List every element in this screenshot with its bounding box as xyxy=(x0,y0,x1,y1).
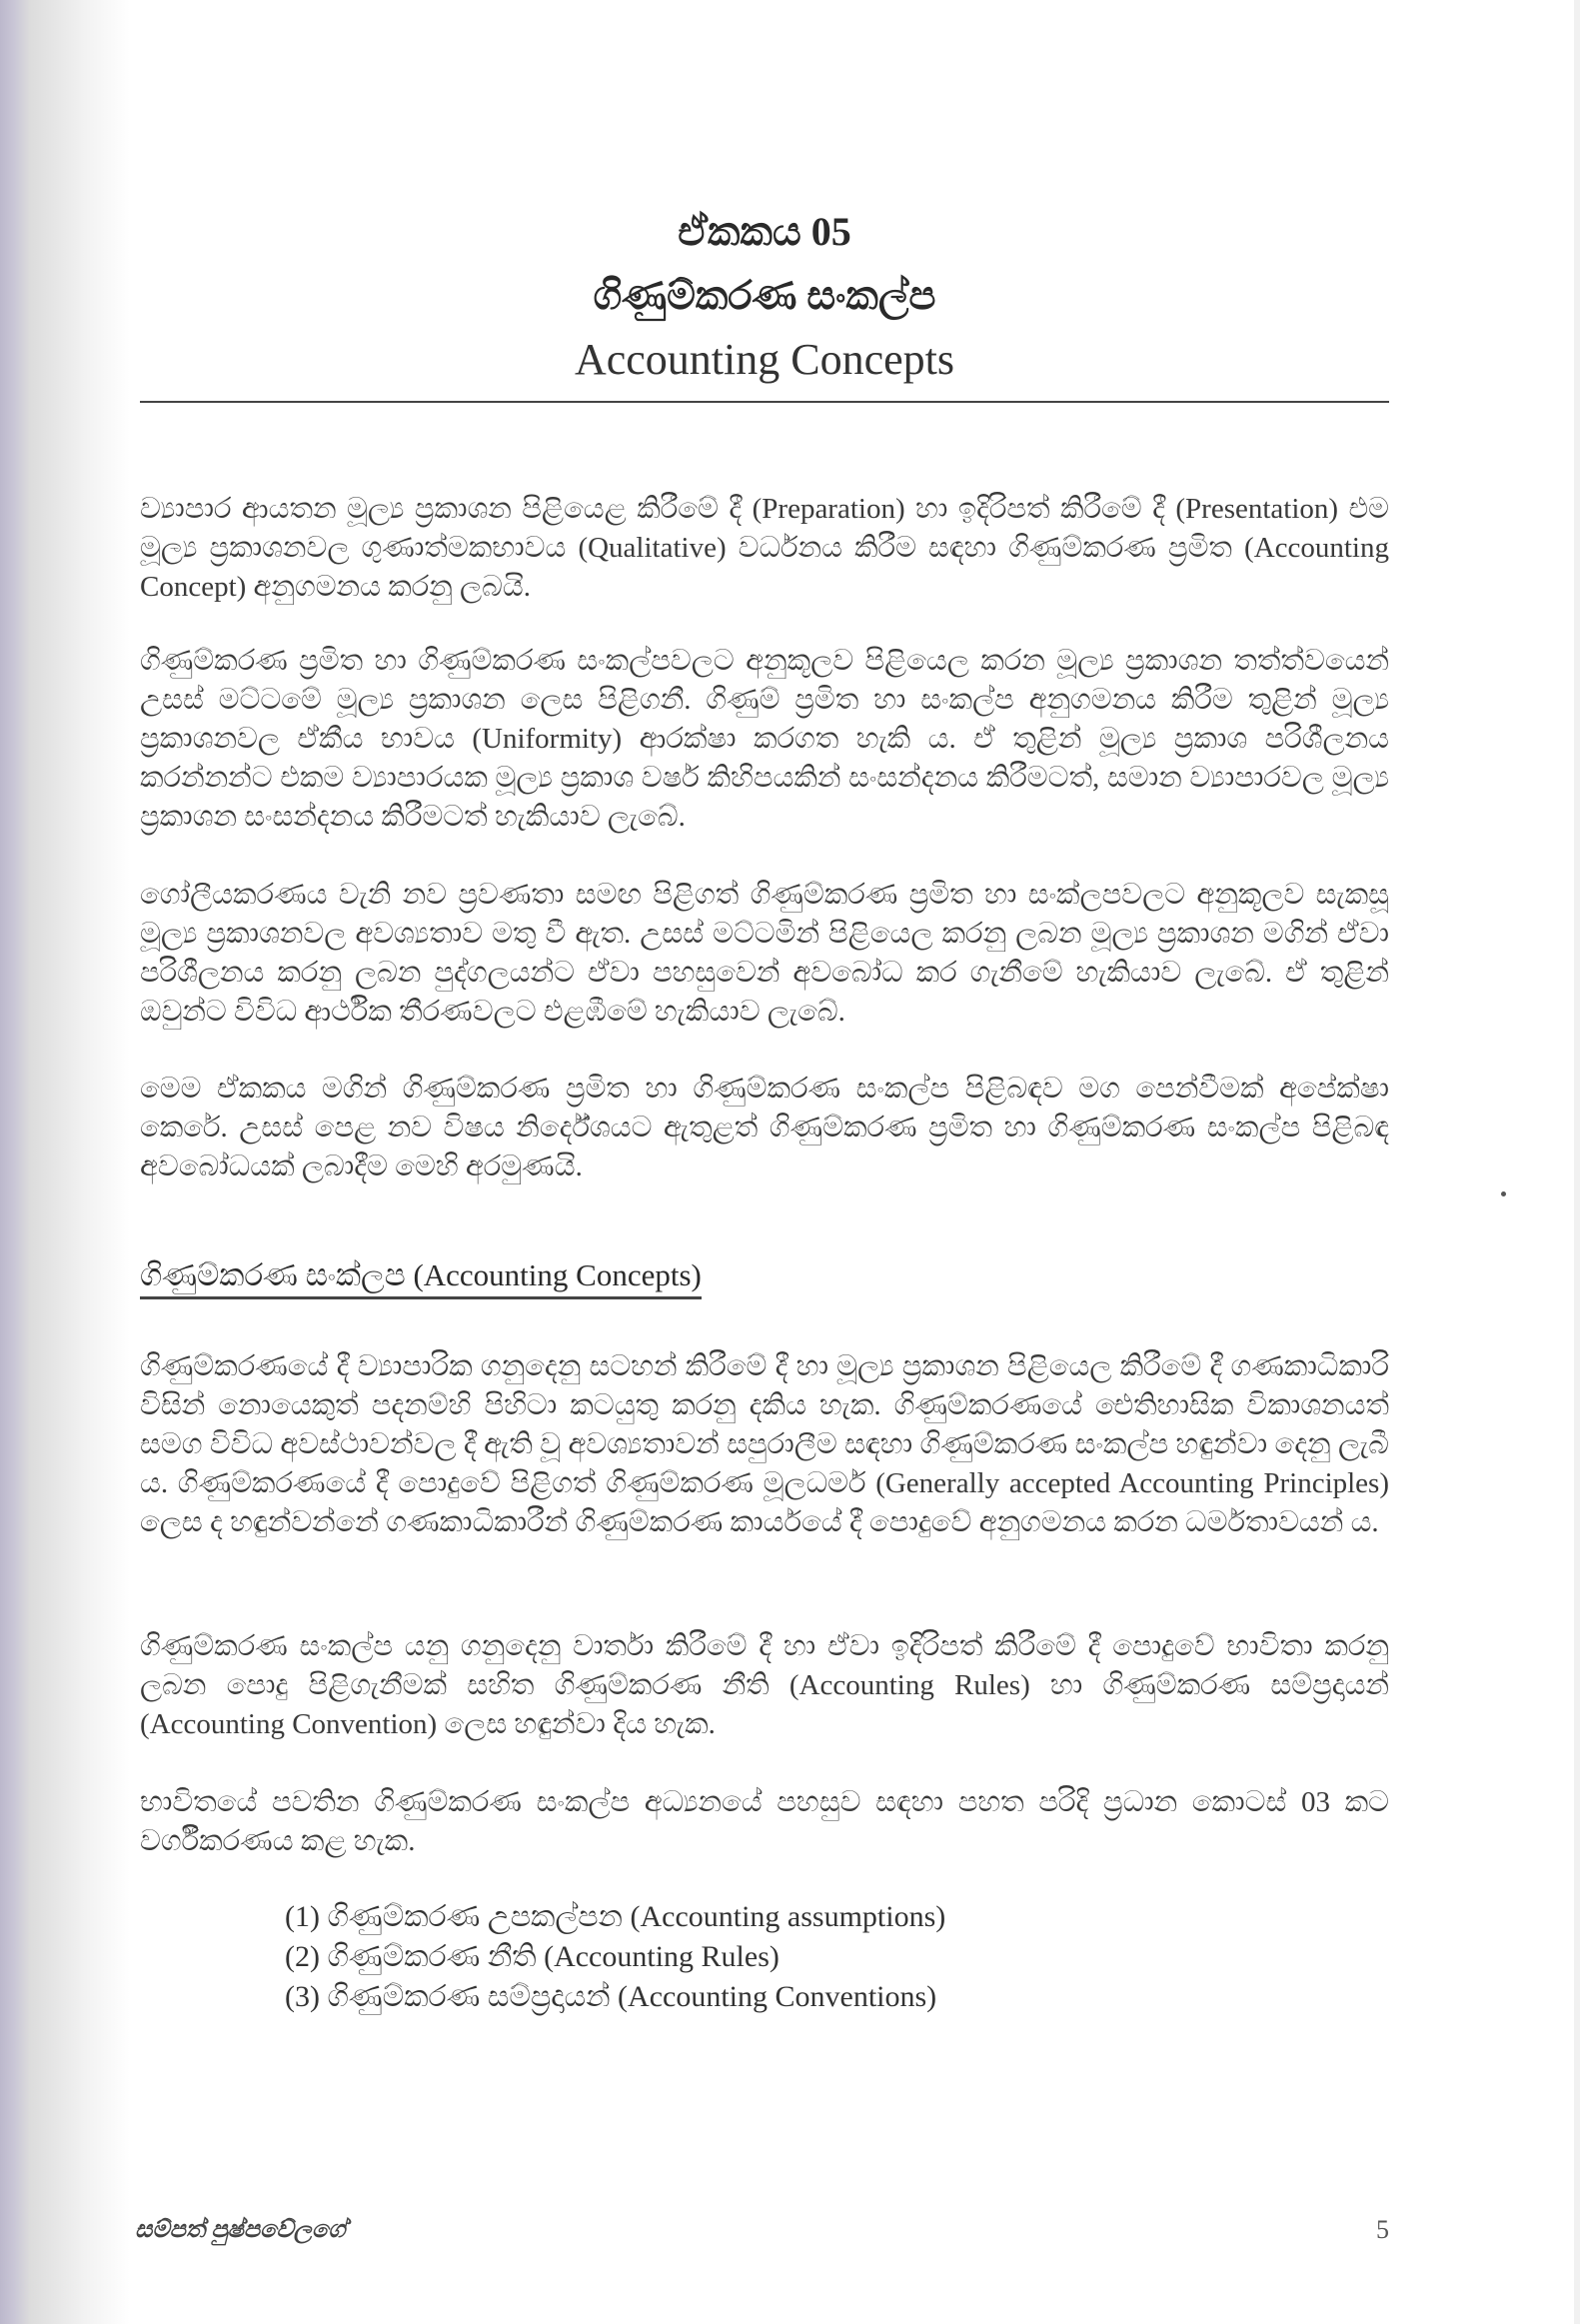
document-page xyxy=(135,0,1389,2324)
footer-author: සම්පත් පුෂ්පවේලගේ xyxy=(135,2217,346,2243)
intro-paragraph: ගිණුම්කරණ ප්‍රමිත හා ගිණුම්කරණ සංකල්පවලට අනුකූලව පිළියෙල කරන මූල්‍ය ප්‍රකාශන තත්ත්වයෙන් උසස් මට්ටමේ මූල්‍ය ප්‍රකාශන ලෙස පිළිගනී. ගිණුම් ප්‍රමිත හා සංකල්ප අනුගමනය කිරීම තුළින් මූල්‍ය ප්‍රකාශනවල ඒකීය භාවය (Uniformity) ආරක්ෂා කරගත හැකි ය. ඒ තුළින් මූල්‍ය ප්‍රකාශ පරිශීලනය කරන්නන්ට එකම ව්‍යාපාරයක මූල්‍ය ප්‍රකාශ වර්ෂ කිහිපයකින් සංසන්දනය කිරීමටත්, සමාන ව්‍යාපාරවල මූල්‍ය ප්‍රකාශන සංසන්දනය කිරීමටත් හැකියාව ලැබේ. xyxy=(140,645,1389,833)
unit-number: ඒකකය 05 xyxy=(678,209,851,254)
list-item: (2) ගිණුම්කරණ නීති (Accounting Rules) xyxy=(285,1940,780,1973)
section-paragraph: ගිණුම්කරණයේ දී ව්‍යාපාරික ගනුදෙනු සටහන් කිරීමේ දී හා මූල්‍ය ප්‍රකාශන පිළියෙල කිරීමේ දී ගණකාධිකාරි විසින් නොයෙකුත් පදනම්හි පිහිටා කටයුතු කරනු දකිය හැක. ගිණුම්කරණයේ ඓතිහාසික විකාශනයත් සමග විවිධ අවස්ථාවන්වල දී ඇති වූ අවශ්‍යතාවන් සපුරාලීම සඳහා ගිණුම්කරණ සංකල්ප හඳුන්වා දෙනු ලැබී ය. ගිණුම්කරණයේ දී පොදුවේ පිළිගත් ගිණුම්කරණ මූලධර්ම (Generally accepted Accounting Principles) ලෙස ද හඳුන්වන්නේ ගණකාධිකාරීන් ගිණුම්කරණ කාර්යයේ දී පොදුවේ අනුගමනය කරන ධර්මතාවයන් ය. xyxy=(140,1350,1389,1538)
scan-right-edge xyxy=(1574,0,1580,2324)
intro-paragraph: මෙම ඒකකය මගින් ගිණුම්කරණ ප්‍රමිත හා ගිණුම්කරණ සංකල්ප පිළිබඳව මග පෙන්වීමක් අපේක්ෂා කෙරේ. උසස් පෙළ නව විෂය නිර්දේශයට ඇතුළත් ගිණුම්කරණ ප්‍රමිත හා ගිණුම්කරණ සංකල්ප පිළිබඳ අවබෝධයක් ලබාදීම මෙහි අරමුණයි. xyxy=(140,1073,1389,1182)
section-heading: ගිණුම්කරණ සංක්ලප (Accounting Concepts) xyxy=(140,1257,702,1299)
title-divider xyxy=(140,401,1389,403)
list-item: (3) ගිණුම්කරණ සම්ප්‍රදායන් (Accounting Conventions) xyxy=(285,1980,937,2013)
intro-paragraph: ගෝලීයකරණය වැනි නව ප්‍රවණතා සමඟ පිළිගත් ගිණුම්කරණ ප්‍රමිත හා සංක්ලපවලට අනුකූලව සැකසූ මූල්‍ය ප්‍රකාශනවල අවශ්‍යතාව මතු වී ඇත. උසස් මට්ටමින් පිළියෙල කරනු ලබන මූල්‍ය ප්‍රකාශන මගින් ඒවා පරිශීලනය කරනු ලබන පුද්ගලයන්ට ඒවා පහසුවෙන් අවබෝධ කර ගැනීමේ හැකියාව ලැබේ. ඒ තුළින් ඔවුන්ට විවිධ ආර්ථික තීරණවලට එළඹීමේ හැකියාව ලැබේ. xyxy=(140,879,1389,1028)
intro-paragraph: ව්‍යාපාර ආයතන මූල්‍ය ප්‍රකාශන පිළියෙළ කිරීමේ දී (Preparation) හා ඉදිරිපත් කිරීමේ දී (Presentation) එම මූල්‍ය ප්‍රකාශනවල ගුණාත්මකභාවය (Qualitative) වර්ධනය කිරීම සඳහා ගිණුම්කරණ ප්‍රමිත (Accounting Concept) අනුගමනය කරනු ලබයි. xyxy=(140,493,1389,603)
scan-edge-shadow xyxy=(0,0,130,2324)
section-paragraph: භාවිතයේ පවතින ගිණුම්කරණ සංකල්ප අධ්‍යනයේ පහසුව සඳහා පහත පරිදි ප්‍රධාන කොටස් 03 කට වර්ගීකරණය කළ හැක. xyxy=(140,1786,1389,1857)
page-number: 5 xyxy=(1376,2215,1389,2244)
scan-speck xyxy=(1501,1191,1506,1196)
section-paragraph: ගිණුම්කරණ සංකල්ප යනු ගනුදෙනු වාර්තා කිරීමේ දී හා ඒවා ඉදිරිපත් කිරීමේ දී පොදුවේ භාවිතා කරනු ලබන පොදු පිළිගැනීමක් සහිත ගිණුම්කරණ නීති (Accounting Rules) හා ගිණුම්කරණ සම්ප්‍රදායන් (Accounting Convention) ලෙස හඳුන්වා දිය හැක. xyxy=(140,1630,1389,1740)
list-item: (1) ගිණුම්කරණ උපකල්පන (Accounting assumptions) xyxy=(285,1900,946,1933)
concept-category-list xyxy=(285,1897,945,2017)
unit-title-sinhala: ගිණුම්කරණ සංකල්ප xyxy=(593,273,936,318)
unit-title-english: Accounting Concepts xyxy=(574,335,955,384)
